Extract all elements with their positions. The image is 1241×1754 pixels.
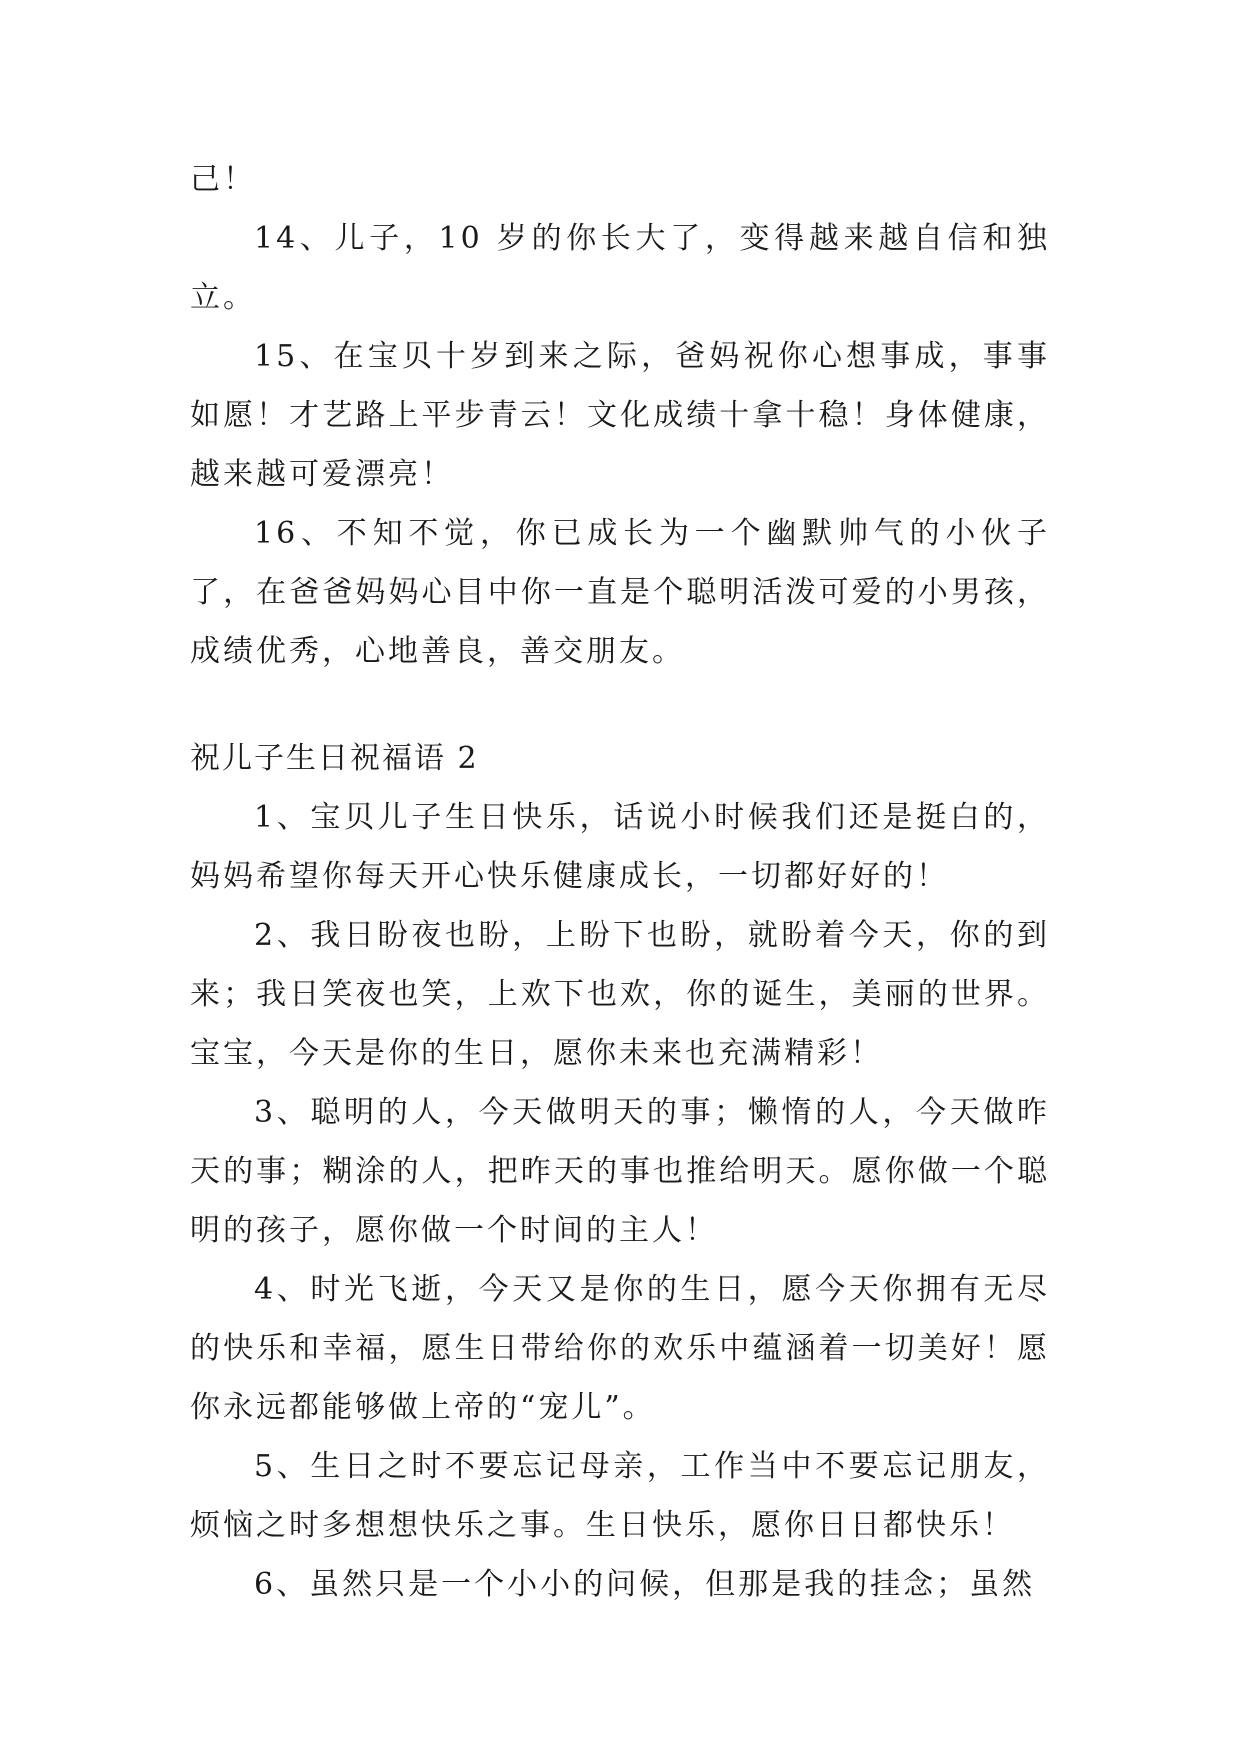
wish-item-1: 1、宝贝儿子生日快乐，话说小时候我们还是挺白的，妈妈希望你每天开心快乐健康成长，一切都好好的！ [190,800,1050,894]
document-page [190,150,1050,1614]
continued-paragraph: 己！ [190,162,256,197]
wish-item-15: 15、在宝贝十岁到来之际，爸妈祝你心想事成，事事如愿！才艺路上平步青云！文化成绩十拿十稳！身体健康，越来越可爱漂亮！ [190,339,1050,492]
wish-item-2: 2、我日盼夜也盼，上盼下也盼，就盼着今天，你的到来；我日笑夜也笑，上欢下也欢，你的诞生，美丽的世界。宝宝，今天是你的生日，愿你未来也充满精彩！ [190,918,1050,1071]
wish-item-14: 14、儿子，10 岁的你长大了，变得越来越自信和独立。 [190,221,1050,315]
wish-item-4: 4、时光飞逝，今天又是你的生日，愿今天你拥有无尽的快乐和幸福，愿生日带给你的欢乐中蕴涵着一切美好！愿你永远都能够做上帝的“宠儿”。 [190,1272,1050,1425]
wish-item-5: 5、生日之时不要忘记母亲，工作当中不要忘记朋友，烦恼之时多想想快乐之事。生日快乐，愿你日日都快乐！ [190,1449,1050,1543]
wish-item-3: 3、聪明的人，今天做明天的事；懒惰的人，今天做昨天的事；糊涂的人，把昨天的事也推给明天。愿你做一个聪明的孩子，愿你做一个时间的主人！ [190,1095,1050,1248]
section-title: 祝儿子生日祝福语 2 [190,741,479,776]
wish-item-6: 6、虽然只是一个小小的问候，但那是我的挂念；虽然 [254,1567,1036,1602]
wish-item-16: 16、不知不觉，你已成长为一个幽默帅气的小伙子了，在爸爸妈妈心目中你一直是个聪明活泼可爱的小男孩，成绩优秀，心地善良，善交朋友。 [190,516,1050,669]
